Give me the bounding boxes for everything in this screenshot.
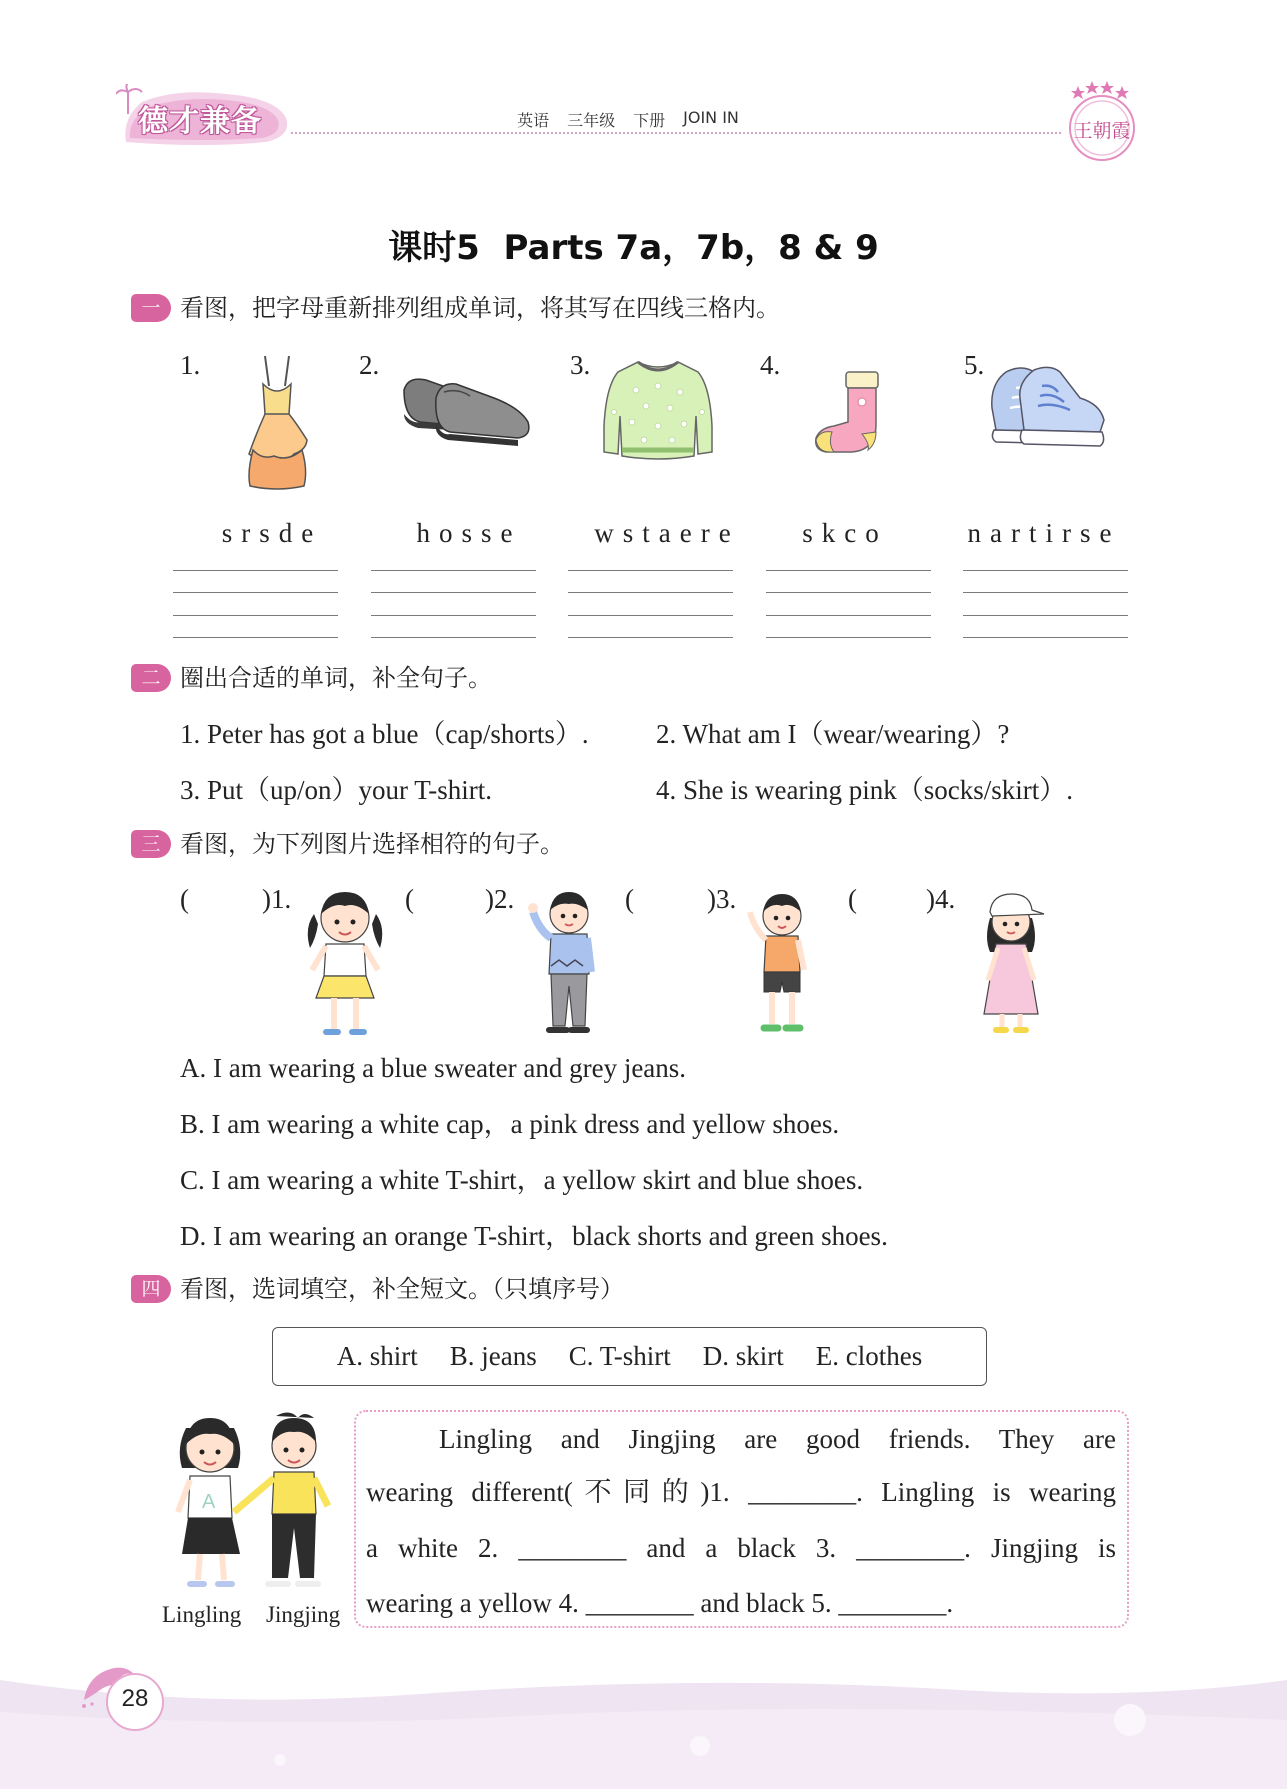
word-option: B. jeans	[449, 1341, 537, 1371]
volume-label: 下册	[633, 111, 666, 130]
answer-bracket-open[interactable]: (	[405, 884, 414, 914]
lesson-title: 课时5 Parts 7a，7b，8 & 9	[388, 228, 879, 268]
scrambled-letters: srsde	[221, 518, 323, 548]
trainers-icon	[986, 358, 1108, 458]
answer-bracket-close: )3.	[707, 884, 737, 914]
answer-bracket-close: )4.	[926, 884, 956, 914]
section-heading-3: 看图，为下列图片选择相符的句子。	[180, 830, 564, 858]
section-badge-3: 三	[131, 830, 171, 858]
shoes-icon	[398, 370, 532, 452]
passage-line-1: Lingling and Jingjing are good friends. They are	[439, 1424, 1116, 1454]
sock-icon	[812, 370, 886, 458]
word-option: C. T-shirt	[568, 1341, 671, 1371]
header	[0, 0, 1287, 170]
option-a: A. I am wearing a blue sweater and grey jeans.	[180, 1053, 687, 1083]
four-line-grid[interactable]	[766, 570, 931, 640]
footer-wave-band	[0, 1650, 1287, 1789]
scrambled-letters: skco	[802, 518, 888, 548]
svg-text:A: A	[202, 1491, 216, 1513]
word-bank	[272, 1327, 987, 1386]
option-b: B. I am wearing a white cap，a pink dress and yellow shoes.	[180, 1109, 840, 1139]
dress-icon	[244, 354, 310, 492]
name-label-lingling: Lingling	[162, 1602, 242, 1627]
section-heading-4: 看图，选词填空，补全短文。（只填序号）	[180, 1275, 624, 1303]
question-1: 1. Peter has got a blue（cap/shorts）.	[180, 719, 589, 749]
sweater-icon	[602, 356, 714, 464]
answer-bracket-close: )1.	[262, 884, 292, 914]
section-badge-2: 二	[131, 664, 171, 692]
grade-label: 三年级	[567, 111, 616, 130]
boy-blue-sweater-figure	[525, 886, 605, 1036]
item-number: 4.	[760, 350, 781, 380]
header-dotted-rule	[291, 132, 1061, 134]
series-label: JOIN IN	[683, 108, 739, 127]
page-number: 28	[121, 1685, 149, 1712]
option-d: D. I am wearing an orange T-shirt，black shorts and green shoes.	[180, 1221, 888, 1251]
scrambled-letters: nartirse	[967, 518, 1121, 548]
two-girls-illustration	[168, 1408, 340, 1594]
name-label-jingjing: Jingjing	[266, 1602, 341, 1627]
answer-bracket-open[interactable]: (	[848, 884, 857, 914]
passage-line-4[interactable]: wearing a yellow 4. ________ and black 5. ________.	[366, 1588, 954, 1618]
question-4: 4. She is wearing pink（socks/skirt）.	[656, 775, 1073, 805]
word-option: A. shirt	[336, 1341, 418, 1371]
subject-label: 英语	[517, 111, 550, 130]
item-number: 2.	[359, 350, 380, 380]
question-2: 2. What am I（wear/wearing）?	[656, 719, 1010, 749]
girl-yellow-skirt-figure	[300, 884, 390, 1040]
four-line-grid[interactable]	[371, 570, 536, 640]
option-c: C. I am wearing a white T-shirt，a yellow skirt and blue shoes.	[180, 1165, 864, 1195]
scrambled-letters: hosse	[416, 518, 522, 548]
boy-orange-tshirt-figure	[738, 888, 816, 1036]
brand-logo	[116, 84, 294, 148]
scrambled-letters: wstaere	[594, 518, 740, 548]
four-line-grid[interactable]	[173, 570, 338, 640]
item-number: 5.	[964, 350, 985, 380]
item-number: 3.	[570, 350, 591, 380]
section-badge-1: 一	[131, 294, 171, 322]
section-heading-2: 圈出合适的单词，补全句子。	[180, 664, 492, 692]
author-stamp	[1060, 78, 1144, 164]
stamp-text: 王朝霞	[1073, 120, 1131, 142]
four-line-grid[interactable]	[963, 570, 1128, 640]
passage-line-3[interactable]: a white 2. ________ and a black 3. ________. Jingjing is	[366, 1533, 1116, 1563]
word-option: E. clothes	[815, 1341, 923, 1371]
answer-bracket-close: )2.	[485, 884, 515, 914]
item-number: 1.	[180, 350, 201, 380]
question-3: 3. Put（up/on）your T-shirt.	[180, 775, 493, 805]
book-info	[478, 108, 778, 131]
section-badge-4: 四	[131, 1275, 171, 1303]
brand-logo-text: 德才兼备	[138, 104, 262, 139]
word-option: D. skirt	[702, 1341, 784, 1371]
passage-line-2[interactable]: wearing different(不同的)1. ________. Lingling is wearing	[366, 1477, 1116, 1507]
section-heading-1: 看图，把字母重新排列组成单词，将其写在四线三格内。	[180, 294, 780, 322]
girl-pink-dress-figure	[974, 888, 1048, 1036]
answer-bracket-open[interactable]: (	[625, 884, 634, 914]
answer-bracket-open[interactable]: (	[180, 884, 189, 914]
four-line-grid[interactable]	[568, 570, 733, 640]
